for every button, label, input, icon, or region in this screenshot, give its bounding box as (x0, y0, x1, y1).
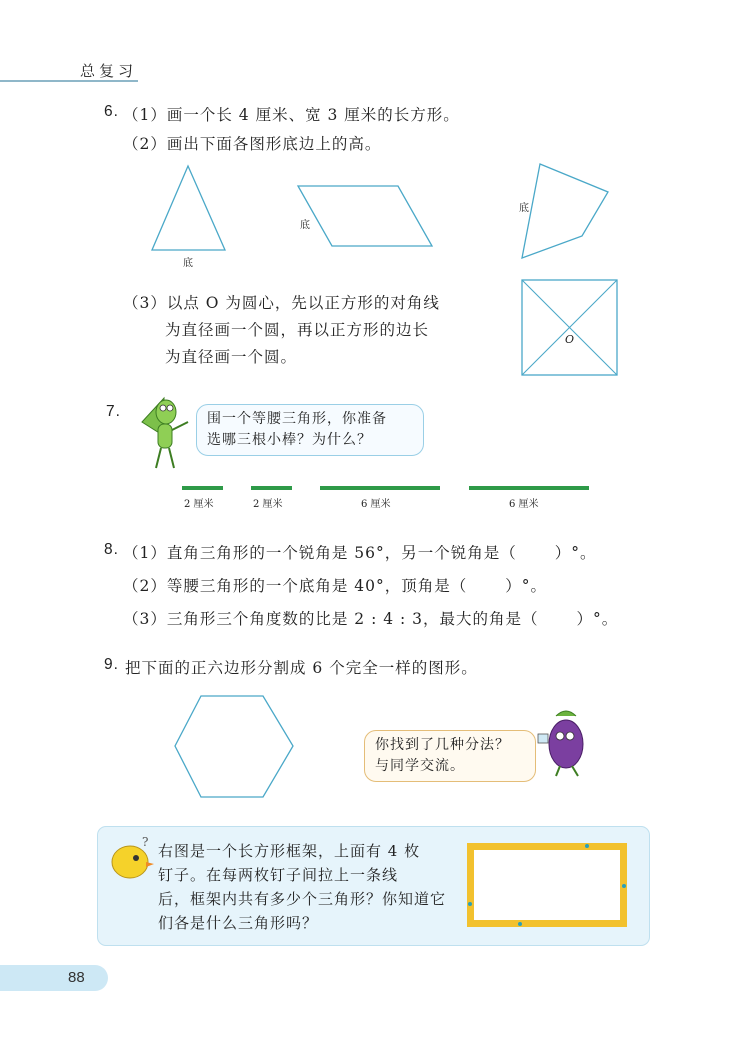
nail-point (468, 902, 472, 906)
page-number: 88 (68, 969, 85, 986)
q6-number: 6. (104, 103, 119, 120)
parallelogram-base-label: 底 (300, 220, 310, 231)
center-point-label: O (565, 333, 575, 346)
q8-part2: （2）等腰三角形的一个底角是 40°，顶角是（ ）°。 (123, 577, 548, 595)
page-number-bar (0, 965, 108, 991)
q6-part3-line2: 为直径画一个圆，再以正方形的边长 (165, 321, 430, 339)
q9-number: 9. (104, 656, 119, 673)
quadrilateral-base-label: 底 (519, 203, 529, 214)
nail-point (585, 844, 589, 848)
svg-text:?: ? (142, 835, 149, 849)
stick-label: 6 厘米 (361, 499, 391, 510)
q9-text: 把下面的正六边形分割成 6 个完全一样的图形。 (125, 659, 478, 677)
triangle-base-label: 底 (183, 258, 193, 269)
stick-label: 2 厘米 (253, 499, 283, 510)
q6-part1: （1）画一个长 4 厘米、宽 3 厘米的长方形。 (123, 106, 460, 124)
tip-text: 右图是一个长方形框架，上面有 4 枚 钉子。在每两枚钉子间拉上一条线 后，框架内共有多少个三角形？你知道它 们各是什么三角形吗？ (158, 842, 447, 932)
section-title: 总复习 (80, 62, 138, 80)
q8-part3: （3）三角形三个角度数的比是 2 : 4 : 3，最大的角是（ ）°。 (123, 610, 619, 628)
stick-label: 6 厘米 (509, 499, 539, 510)
q6-part3-line1: （3）以点 O 为圆心，先以正方形的对角线 (123, 294, 440, 312)
q8-number: 8. (104, 541, 119, 558)
q9-bubble-line1: 你找到了几种分法？ (375, 737, 510, 753)
q8-part1: （1）直角三角形的一个锐角是 56°，另一个锐角是（ ）°。 (123, 544, 597, 562)
q7-number: 7. (106, 403, 121, 420)
q6-part3-line3: 为直径画一个圆。 (165, 348, 298, 366)
nail-point (518, 922, 522, 926)
q7-bubble-line1: 围一个等腰三角形，你准备 (207, 411, 387, 427)
q9-bubble-line2: 与同学交流。 (375, 758, 465, 774)
stick-label: 2 厘米 (184, 499, 214, 510)
q7-bubble-line2: 选哪三根小棒？为什么？ (207, 432, 372, 448)
q6-part2: （2）画出下面各图形底边上的高。 (123, 135, 382, 153)
nail-point (622, 884, 626, 888)
